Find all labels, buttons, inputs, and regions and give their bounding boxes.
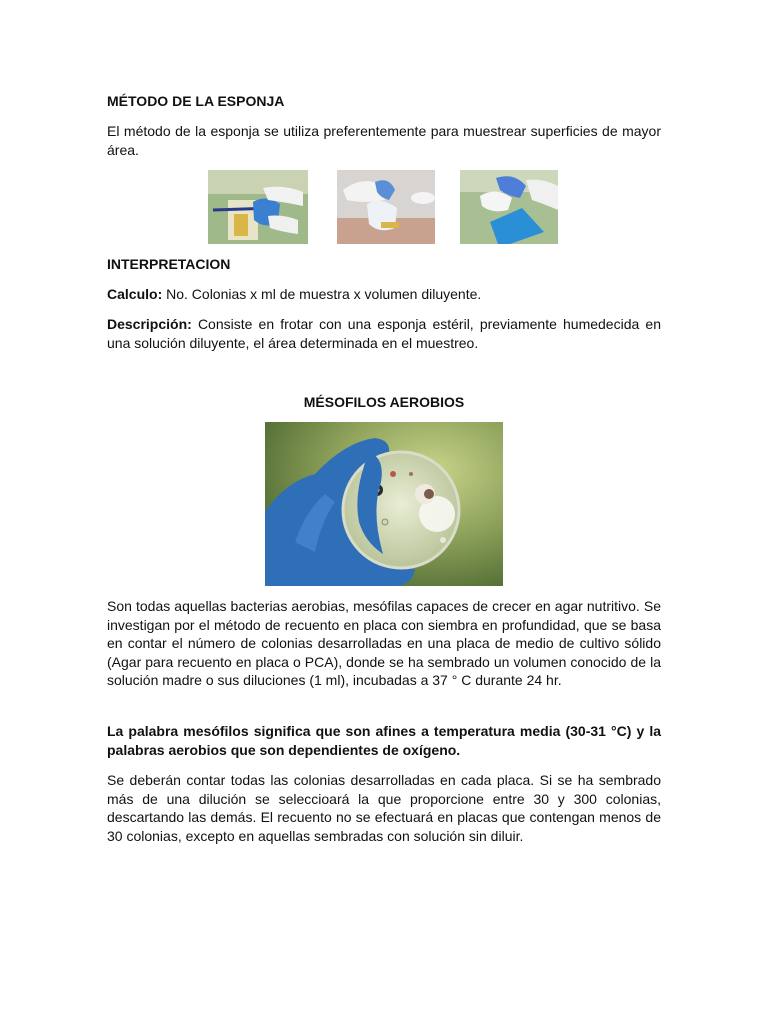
calculation-text: No. Colonias x ml de muestra x volumen diluyente. bbox=[162, 286, 482, 302]
sponge-method-intro: El método de la esponja se utiliza preferentemente para muestrear superficies de mayor área. bbox=[107, 123, 661, 158]
calculation-label: Calculo: bbox=[107, 286, 163, 302]
description-paragraph bbox=[107, 315, 661, 352]
section-title-mesophiles: MÉSOFILOS AEROBIOS bbox=[303, 394, 465, 410]
mesophiles-description: Son todas aquellas bacterias aerobias, mesófilas capaces de crecer en agar nutritivo. Se investigan por el método de recuento en placa con siembra en profundidad, que se basa en contar el número de colonias desarrolladas en una placa de medio de cultivo sólido (Agar para recuento en placa o PCA), donde se ha sembrado un volumen conocido de la solución madre o sus diluciones (1 ml), incubadas a 37 ° C durante 24 hr. bbox=[107, 598, 661, 688]
description-text: Consiste en frotar con una esponja estéril, previamente humedecida en una solución diluyente, el área determinada en el muestreo. bbox=[107, 316, 661, 351]
sponge-sampling-photo-2 bbox=[337, 170, 435, 244]
section-title-sponge-method: MÉTODO DE LA ESPONJA bbox=[107, 93, 285, 109]
petri-dish-photo bbox=[265, 422, 503, 586]
calculation-line bbox=[107, 285, 661, 304]
description-label: Descripción: bbox=[107, 316, 192, 332]
section-title-interpretation: INTERPRETACION bbox=[107, 256, 231, 272]
colony-count-instructions: Se deberán contar todas las colonias desarrolladas en cada placa. Si se ha sembrado más de una dilución se seleccioará la que proporcione entre 30 y 300 colonias, descartando las demás. El recuento no se efectuará en placas que contengan menos de 30 colonias, excepto en aquellas sembradas con solución sin diluir. bbox=[107, 772, 661, 844]
mesophiles-definition: La palabra mesófilos significa que son afines a temperatura media (30-31 °C) y la palabras aerobios que son dependientes de oxígeno. bbox=[107, 723, 661, 758]
sponge-sampling-photo-3 bbox=[460, 170, 558, 244]
sponge-sampling-photo-1 bbox=[208, 170, 308, 244]
